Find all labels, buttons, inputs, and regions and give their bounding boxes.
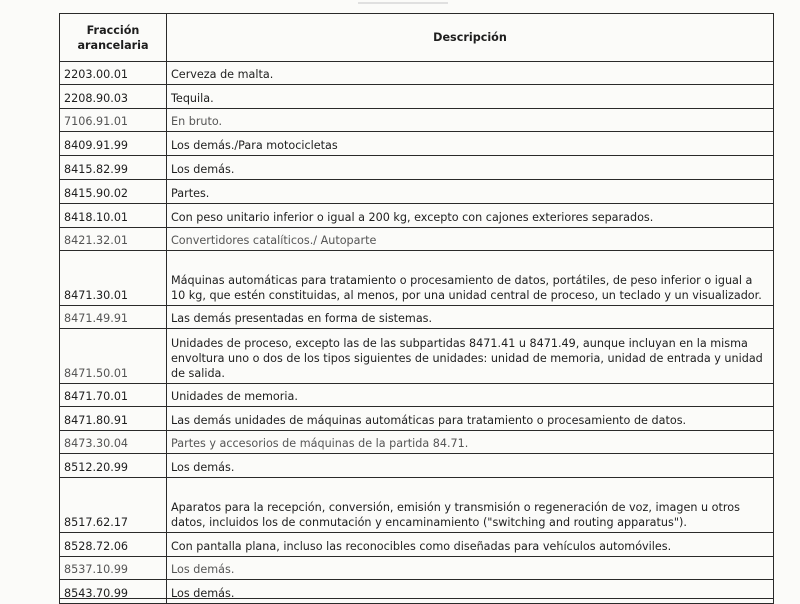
table-header-row [60,14,774,62]
table-row [60,431,774,454]
row-description: En bruto. [167,109,774,132]
row-code: 7106.91.01 [60,109,167,132]
row-description: Los demás. [167,580,774,604]
table-row [60,156,774,180]
table-row [60,109,774,132]
table-row [60,306,774,329]
table-row [60,329,774,384]
table-row [60,454,774,478]
row-description: Las demás unidades de máquinas automáticas para tratamiento o procesamiento de datos. [167,407,774,431]
row-description: Aparatos para la recepción, conversión, emisión y transmisión o regeneración de voz, imagen u otros datos, incluidos los de conmutación y encaminamiento ("switching and routing apparatus"). [167,478,774,533]
row-description: Partes y accesorios de máquinas de la partida 84.71. [167,431,774,454]
row-description: Convertidores catalíticos./ Autoparte [167,228,774,251]
tariff-table [59,13,774,604]
header-description: Descripción [167,14,774,62]
page-top-fragment [358,0,448,4]
row-code: 8471.80.91 [60,407,167,431]
row-description: Los demás./Para motocicletas [167,132,774,156]
table-row [60,85,774,109]
row-code: 2208.90.03 [60,85,167,109]
row-description: Con peso unitario inferior o igual a 200 kg, excepto con cajones exteriores separados. [167,204,774,228]
row-code: 8528.72.06 [60,533,167,557]
header-code: Fracción arancelaria [60,14,167,62]
table-row [60,251,774,306]
row-code: 8473.30.04 [60,431,167,454]
table-row [60,533,774,557]
row-code: 8421.32.01 [60,228,167,251]
row-description: Los demás. [167,557,774,580]
row-code: 8415.90.02 [60,180,167,204]
row-description: Los demás. [167,156,774,180]
row-code: 8471.70.01 [60,384,167,407]
row-description: Tequila. [167,85,774,109]
row-code: 8471.49.91 [60,306,167,329]
row-code: 8471.50.01 [60,329,167,384]
table-row [60,204,774,228]
row-code: 8471.30.01 [60,251,167,306]
table-row [60,384,774,407]
table-row [60,180,774,204]
row-description: Unidades de memoria. [167,384,774,407]
row-code: 8512.20.99 [60,454,167,478]
row-description: Los demás. [167,454,774,478]
row-code: 8409.91.99 [60,132,167,156]
row-code: 8415.82.99 [60,156,167,180]
row-description: Las demás presentadas en forma de sistemas. [167,306,774,329]
row-description: Unidades de proceso, excepto las de las subpartidas 8471.41 u 8471.49, aunque incluyan en la misma envoltura uno o dos de los tipos siguientes de unidades: unidad de memoria, unidad de entrada y unidad de salida. [167,329,774,384]
row-code: 8537.10.99 [60,557,167,580]
table-row [60,62,774,85]
row-description: Partes. [167,180,774,204]
row-description: Con pantalla plana, incluso las reconocibles como diseñadas para vehículos automóviles. [167,533,774,557]
table-row [60,407,774,431]
row-code: 8543.70.99 [60,580,167,604]
table-row [60,478,774,533]
table-row [60,228,774,251]
row-code: 8418.10.01 [60,204,167,228]
row-description: Máquinas automáticas para tratamiento o procesamiento de datos, portátiles, de peso inferior o igual a 10 kg, que estén constituidas, al menos, por una unidad central de proceso, un teclado y un visualizador. [167,251,774,306]
table-row [60,132,774,156]
row-description: Cerveza de malta. [167,62,774,85]
row-code: 2203.00.01 [60,62,167,85]
row-code: 8517.62.17 [60,478,167,533]
table-row [60,557,774,580]
